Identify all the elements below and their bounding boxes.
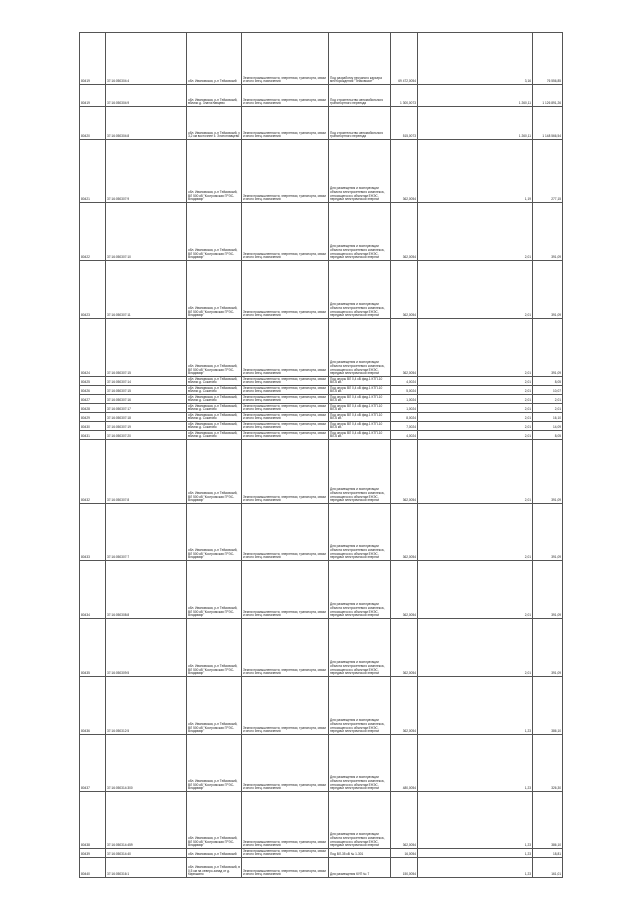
row-id-cell: 80428 xyxy=(80,404,106,413)
address-cell: обл. Ивановская, р-н Тейковский, вблизи д. Сокатово xyxy=(187,431,242,440)
cadastral-number-cell: 37:16:050307:17 xyxy=(106,404,187,413)
cadastral-number-cell: 37:16:050307:16 xyxy=(106,395,187,404)
amount-cell: 2,01 xyxy=(533,395,563,404)
permitted-use-cell: Под строительство автомобильного транспортного переезда xyxy=(329,107,391,140)
land-category-cell: Земли промышленности, энергетики, транспорта, связи и иного спец. назначения xyxy=(242,85,329,107)
cadastral-number-cell: 37:16:050309:5 xyxy=(106,619,187,677)
area-cell: 7,0024 xyxy=(391,422,418,431)
cadastral-number-cell: 37:16:050307:19 xyxy=(106,422,187,431)
address-cell: обл. Ивановская, р-н Тейковский, ВЛ 500 кВ "Костромская ГРЭС-Владимир" xyxy=(187,677,242,735)
permitted-use-cell: Для размещения и эксплуатации объекта электросетевого комплекса, относящегося к объектам ЕНЭС, передачи электрической энергии xyxy=(329,140,391,203)
land-category-cell: Земли промышленности, энергетики, транспорта, связи и иного спец. назначения xyxy=(242,504,329,561)
amount-cell: 76 556,85 xyxy=(533,33,563,85)
cadastral-number-cell: 37:16:050307:9 xyxy=(106,140,187,203)
table-row xyxy=(80,440,563,504)
table-row xyxy=(80,792,563,849)
row-id-cell: 80425 xyxy=(80,377,106,386)
land-category-cell: Земли промышленности, энергетики, транспорта, связи и иного спец. назначения xyxy=(242,261,329,319)
table-row xyxy=(80,85,563,107)
area-cell: 5,0024 xyxy=(391,386,418,395)
area-cell: 362,0054 xyxy=(391,261,418,319)
land-category-cell: Земли промышленности, энергетики, транспорта, связи и иного спец. назначения xyxy=(242,849,329,858)
cadastral-number-cell: 37:16:050304:4 xyxy=(106,33,187,85)
address-cell: обл. Ивановская, р-н Тейковский, ВЛ 500 кВ "Костромская ГРЭС-Владимир" xyxy=(187,619,242,677)
row-id-cell: 80423 xyxy=(80,261,106,319)
land-category-cell: Земли промышленности, энергетики, транспорта, связи и иного спец. назначения xyxy=(242,561,329,619)
land-category-cell: Земли промышленности, энергетики, транспорта, связи и иного спец. назначения xyxy=(242,422,329,431)
coefficient-cell: 2,01 xyxy=(418,504,533,561)
cadastral-number-cell: 37:16:050314:459 xyxy=(106,792,187,849)
permitted-use-cell: Под опоры ВЛ 0,4 кВ фид.1 КТП-10 ВЛ-6 кВ xyxy=(329,422,391,431)
coefficient-cell: 1 260,11 xyxy=(418,85,533,107)
permitted-use-cell: Под опоры ВЛ 0,4 кВ фид.1 КТП-10 ВЛ-6 кВ xyxy=(329,386,391,395)
permitted-use-cell: Под ВЛ-35 кВ № 1-301 xyxy=(329,849,391,858)
coefficient-cell: 2,01 xyxy=(418,319,533,377)
area-cell: 362,0054 xyxy=(391,440,418,504)
table-row xyxy=(80,33,563,85)
permitted-use-cell: Для размещения и эксплуатации объекта электросетевого комплекса, относящегося к объектам ЕНЭС, передачи электрической энергии xyxy=(329,440,391,504)
land-category-cell: Земли промышленности, энергетики, транспорта, связи и иного спец. назначения xyxy=(242,33,329,85)
land-category-cell: Земли промышленности, энергетики, транспорта, связи и иного спец. назначения xyxy=(242,377,329,386)
row-id-cell: 80434 xyxy=(80,561,106,619)
land-category-cell: Земли промышленности, энергетики, транспорта, связи и иного спец. назначения xyxy=(242,735,329,792)
address-cell: обл. Ивановская, р-н Тейковский, вблизи д. Сокатово xyxy=(187,413,242,422)
permitted-use-cell: Для размещения и эксплуатации объекта электросетевого комплекса, относящегося к объектам ЕНЭС, передачи электрической энергии xyxy=(329,504,391,561)
area-cell: 362,0054 xyxy=(391,504,418,561)
amount-cell: 8,05 xyxy=(533,377,563,386)
address-cell: обл. Ивановская, р-н Тейковский, вблизи д. Сокатово xyxy=(187,422,242,431)
permitted-use-cell: Под строительство автомобильного транспортного переезда xyxy=(329,85,391,107)
row-id-cell: 80424 xyxy=(80,319,106,377)
area-cell: 362,0054 xyxy=(391,792,418,849)
coefficient-cell: 3,16 xyxy=(418,33,533,85)
land-category-cell: Земли промышленности, энергетики, транспорта, связи и иного спец. назначения xyxy=(242,107,329,140)
cadastral-number-cell: 37:16:050307:20 xyxy=(106,431,187,440)
area-cell: 1 300,0073 xyxy=(391,85,418,107)
amount-cell: 8,05 xyxy=(533,431,563,440)
cadastral-number-cell: 37:16:050304:8 xyxy=(106,107,187,140)
area-cell: 16,0054 xyxy=(391,849,418,858)
document-sheet xyxy=(79,32,562,878)
amount-cell: 391,09 xyxy=(533,319,563,377)
amount-cell: 391,09 xyxy=(533,261,563,319)
amount-cell: 386,10 xyxy=(533,677,563,735)
amount-cell: 2,01 xyxy=(533,404,563,413)
address-cell: обл. Ивановская, р-н Тейковский, у 3,2 км восточнее с. Златоглавцево xyxy=(187,107,242,140)
cadastral-number-cell: 37:16:050312:5 xyxy=(106,677,187,735)
area-cell: 362,0054 xyxy=(391,140,418,203)
address-cell: обл. Ивановская, р-н Тейковский, ВЛ 500 кВ "Костромская ГРЭС-Владимир" xyxy=(187,735,242,792)
amount-cell: 10,07 xyxy=(533,386,563,395)
row-id-cell: 80429 xyxy=(80,413,106,422)
permitted-use-cell: Под опоры ВЛ 0,4 кВ фид.1 КТП-10 ВЛ-6 кВ xyxy=(329,377,391,386)
table-row xyxy=(80,386,563,395)
table-row xyxy=(80,395,563,404)
row-id-cell: 80427 xyxy=(80,395,106,404)
table-row xyxy=(80,849,563,858)
row-id-cell: 80420 xyxy=(80,107,106,140)
row-id-cell: 80437 xyxy=(80,735,106,792)
permitted-use-cell: Для размещения и эксплуатации объекта электросетевого комплекса, относящегося к объектам ЕНЭС, передачи электрической энергии xyxy=(329,203,391,261)
table-row xyxy=(80,261,563,319)
cadastral-number-cell: 37:16:050307:7 xyxy=(106,504,187,561)
table-row xyxy=(80,413,563,422)
amount-cell: 386,10 xyxy=(533,792,563,849)
address-cell: обл. Ивановская, р-н Тейковский, вблизи д. Сокатово xyxy=(187,395,242,404)
area-cell: 515,0073 xyxy=(391,107,418,140)
table-row xyxy=(80,404,563,413)
land-category-cell: Земли промышленности, энергетики, транспорта, связи и иного спец. назначения xyxy=(242,858,329,878)
coefficient-cell: 2,01 xyxy=(418,395,533,404)
address-cell: обл. Ивановская, р-н Тейковский, в 0,5 км на северо-запад от д. Кирюшино xyxy=(187,858,242,878)
permitted-use-cell: Для размещения и эксплуатации объекта электросетевого комплекса, относящегося к объектам ЕНЭС, передачи электрической энергии xyxy=(329,319,391,377)
amount-cell: 391,09 xyxy=(533,440,563,504)
row-id-cell: 80421 xyxy=(80,140,106,203)
coefficient-cell: 1 260,11 xyxy=(418,107,533,140)
coefficient-cell: 1,23 xyxy=(418,858,533,878)
row-id-cell: 80436 xyxy=(80,677,106,735)
amount-cell: 391,09 xyxy=(533,203,563,261)
cadastral-number-cell: 37:16:050304:9 xyxy=(106,85,187,107)
cadastral-number-cell: 37:16:050307:8 xyxy=(106,440,187,504)
area-cell: 362,0054 xyxy=(391,561,418,619)
address-cell: обл. Ивановская, р-н Тейковский, вблизи д. Сокатово xyxy=(187,404,242,413)
amount-cell: 16,10 xyxy=(533,413,563,422)
address-cell: обл. Ивановская, р-н Тейковский xyxy=(187,849,242,858)
amount-cell: 14,09 xyxy=(533,422,563,431)
table-row xyxy=(80,422,563,431)
land-category-cell: Земли промышленности, энергетики, транспорта, связи и иного спец. назначения xyxy=(242,413,329,422)
cadastral-number-cell: 37:16:050316:1 xyxy=(106,858,187,878)
coefficient-cell: 1,23 xyxy=(418,677,533,735)
amount-cell: 391,09 xyxy=(533,561,563,619)
table-row xyxy=(80,107,563,140)
coefficient-cell: 2,01 xyxy=(418,422,533,431)
permitted-use-cell: Для размещения и эксплуатации объекта электросетевого комплекса, относящегося к объектам ЕНЭС, передачи электрической энергии xyxy=(329,677,391,735)
area-cell: 150,0054 xyxy=(391,858,418,878)
area-cell: 362,0054 xyxy=(391,319,418,377)
coefficient-cell: 2,01 xyxy=(418,619,533,677)
area-cell: 1,0024 xyxy=(391,395,418,404)
address-cell: обл. Ивановская, р-н Тейковский, ВЛ 500 кВ "Костромская ГРЭС-Владимир" xyxy=(187,440,242,504)
table-row xyxy=(80,377,563,386)
area-cell: 480,0054 xyxy=(391,735,418,792)
land-category-cell: Земли промышленности, энергетики, транспорта, связи и иного спец. назначения xyxy=(242,404,329,413)
permitted-use-cell: Под разработку песчаного карьера месторождения "Тейковское" xyxy=(329,33,391,85)
cadastral-number-cell: 37:16:050308:8 xyxy=(106,561,187,619)
address-cell: обл. Ивановская, р-н Тейковский, ВЛ 500 кВ "Костромская ГРЭС-Владимир" xyxy=(187,792,242,849)
land-category-cell: Земли промышленности, энергетики, транспорта, связи и иного спец. назначения xyxy=(242,431,329,440)
land-category-cell: Земли промышленности, энергетики, транспорта, связи и иного спец. назначения xyxy=(242,386,329,395)
coefficient-cell: 2,01 xyxy=(418,561,533,619)
address-cell: обл. Ивановская, р-н Тейковский, ВЛ 500 кВ "Костромская ГРЭС-Владимир" xyxy=(187,561,242,619)
address-cell: обл. Ивановская, р-н Тейковский, вблизи д. Златоглавцево xyxy=(187,85,242,107)
permitted-use-cell: Для размещения и эксплуатации объекта электросетевого комплекса, относящегося к объектам ЕНЭС, передачи электрической энергии xyxy=(329,792,391,849)
amount-cell: 161,01 xyxy=(533,858,563,878)
table-row xyxy=(80,203,563,261)
row-id-cell: 80430 xyxy=(80,422,106,431)
cadastral-number-cell: 37:16:050307:14 xyxy=(106,377,187,386)
area-cell: 362,0054 xyxy=(391,619,418,677)
permitted-use-cell: Для размещения и эксплуатации объекта электросетевого комплекса, относящегося к объектам ЕНЭС, передачи электрической энергии xyxy=(329,261,391,319)
coefficient-cell: 2,01 xyxy=(418,404,533,413)
area-cell: 362,0054 xyxy=(391,677,418,735)
land-category-cell: Земли промышленности, энергетики, транспорта, связи и иного спец. назначения xyxy=(242,677,329,735)
row-id-cell: 80435 xyxy=(80,619,106,677)
table-row xyxy=(80,319,563,377)
cadastral-number-cell: 37:16:050307:10 xyxy=(106,203,187,261)
coefficient-cell: 2,01 xyxy=(418,386,533,395)
area-cell: 4,0024 xyxy=(391,377,418,386)
table-row xyxy=(80,858,563,878)
address-cell: обл. Ивановская, р-н Тейковский, ВЛ 500 кВ "Костромская ГРЭС-Владимир" xyxy=(187,140,242,203)
address-cell: обл. Ивановская, р-н Тейковский, ВЛ 500 кВ "Костромская ГРЭС-Владимир" xyxy=(187,203,242,261)
permitted-use-cell: Для размещения КУП № 7 xyxy=(329,858,391,878)
row-id-cell: 80433 xyxy=(80,504,106,561)
permitted-use-cell: Для размещения и эксплуатации объекта электросетевого комплекса, относящегося к объектам ЕНЭС, передачи электрической энергии xyxy=(329,619,391,677)
permitted-use-cell: Под опоры ВЛ 0,4 кВ фид.1 КТП-10 ВЛ-6 кВ xyxy=(329,404,391,413)
area-cell: 69 472,0054 xyxy=(391,33,418,85)
cadastral-number-cell: 37:16:050314:40 xyxy=(106,849,187,858)
coefficient-cell: 2,01 xyxy=(418,413,533,422)
land-plots-table xyxy=(79,32,563,878)
amount-cell: 1 148 566,54 xyxy=(533,107,563,140)
amount-cell: 326,30 xyxy=(533,735,563,792)
address-cell: обл. Ивановская, р-н Тейковский, ВЛ 500 кВ "Костромская ГРЭС-Владимир" xyxy=(187,504,242,561)
amount-cell: 391,09 xyxy=(533,619,563,677)
coefficient-cell: 2,01 xyxy=(418,440,533,504)
land-category-cell: Земли промышленности, энергетики, транспорта, связи и иного спец. назначения xyxy=(242,619,329,677)
coefficient-cell: 1,23 xyxy=(418,735,533,792)
address-cell: обл. Ивановская, р-н Тейковский, ВЛ 500 кВ "Костромская ГРЭС-Владимир" xyxy=(187,319,242,377)
cadastral-number-cell: 37:16:050307:11 xyxy=(106,261,187,319)
table-row xyxy=(80,504,563,561)
table-row xyxy=(80,619,563,677)
coefficient-cell: 1,23 xyxy=(418,849,533,858)
land-category-cell: Земли промышленности, энергетики, транспорта, связи и иного спец. назначения xyxy=(242,203,329,261)
cadastral-number-cell: 37:16:050307:15 xyxy=(106,386,187,395)
area-cell: 8,0024 xyxy=(391,413,418,422)
permitted-use-cell: Под опоры ВЛ 0,4 кВ фид.1 КТП-10 ВЛ-6 кВ xyxy=(329,431,391,440)
table-row xyxy=(80,561,563,619)
address-cell: обл. Ивановская, р-н Тейковский, вблизи д. Сокатово xyxy=(187,386,242,395)
row-id-cell: 80439 xyxy=(80,849,106,858)
amount-cell: 391,09 xyxy=(533,504,563,561)
coefficient-cell: 2,01 xyxy=(418,377,533,386)
cadastral-number-cell: 37:16:050307:18 xyxy=(106,413,187,422)
table-row xyxy=(80,735,563,792)
permitted-use-cell: Под опоры ВЛ 0,4 кВ фид.1 КТП-10 ВЛ-6 кВ xyxy=(329,413,391,422)
row-id-cell: 80431 xyxy=(80,431,106,440)
coefficient-cell: 2,01 xyxy=(418,261,533,319)
coefficient-cell: 2,01 xyxy=(418,431,533,440)
land-category-cell: Земли промышленности, энергетики, транспорта, связи и иного спец. назначения xyxy=(242,792,329,849)
row-id-cell: 80419 xyxy=(80,33,106,85)
cadastral-number-cell: 37:16:050307:15 xyxy=(106,319,187,377)
land-category-cell: Земли промышленности, энергетики, транспорта, связи и иного спец. назначения xyxy=(242,319,329,377)
row-id-cell: 80419 xyxy=(80,85,106,107)
address-cell: обл. Ивановская, р-н Тейковский, ВЛ 500 кВ "Костромская ГРЭС-Владимир" xyxy=(187,261,242,319)
coefficient-cell: 2,01 xyxy=(418,203,533,261)
area-cell: 1,0024 xyxy=(391,404,418,413)
area-cell: 362,0054 xyxy=(391,203,418,261)
cadastral-number-cell: 37:16:050314:300 xyxy=(106,735,187,792)
permitted-use-cell: Под опоры ВЛ 0,4 кВ фид.1 КТП-10 ВЛ-6 кВ xyxy=(329,395,391,404)
land-category-cell: Земли промышленности, энергетики, транспорта, связи и иного спец. назначения xyxy=(242,140,329,203)
amount-cell: 1 126 891,26 xyxy=(533,85,563,107)
row-id-cell: 80432 xyxy=(80,440,106,504)
row-id-cell: 80440 xyxy=(80,858,106,878)
table-row xyxy=(80,677,563,735)
address-cell: обл. Ивановская, р-н Тейковский, вблизи д. Сокатово xyxy=(187,377,242,386)
land-category-cell: Земли промышленности, энергетики, транспорта, связи и иного спец. назначения xyxy=(242,395,329,404)
address-cell: обл. Ивановская, р-н Тейковский xyxy=(187,33,242,85)
table-row xyxy=(80,431,563,440)
permitted-use-cell: Для размещения и эксплуатации объекта электросетевого комплекса, относящегося к объектам ЕНЭС, передачи электрической энергии xyxy=(329,561,391,619)
land-category-cell: Земли промышленности, энергетики, транспорта, связи и иного спец. назначения xyxy=(242,440,329,504)
coefficient-cell: 1,19 xyxy=(418,140,533,203)
area-cell: 4,0024 xyxy=(391,431,418,440)
amount-cell: 277,15 xyxy=(533,140,563,203)
coefficient-cell: 1,23 xyxy=(418,792,533,849)
table-row xyxy=(80,140,563,203)
row-id-cell: 80422 xyxy=(80,203,106,261)
row-id-cell: 80438 xyxy=(80,792,106,849)
amount-cell: 18,81 xyxy=(533,849,563,858)
permitted-use-cell: Для размещения и эксплуатации объекта электросетевого комплекса, относящегося к объектам ЕНЭС, передачи электрической энергии xyxy=(329,735,391,792)
row-id-cell: 80426 xyxy=(80,386,106,395)
